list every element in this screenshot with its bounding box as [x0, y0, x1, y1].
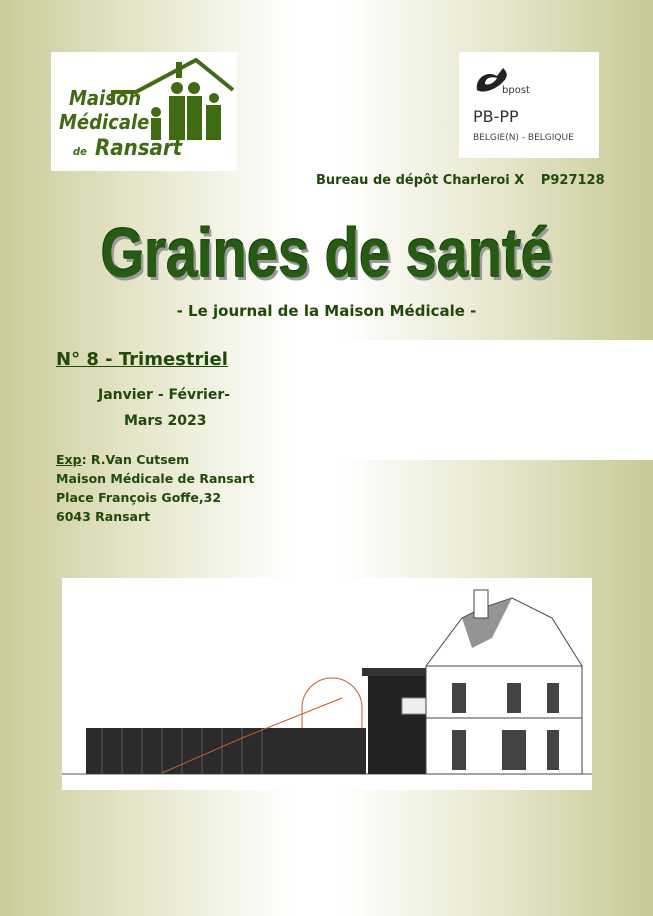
sender-street: Place François Goffe,32 — [56, 490, 222, 505]
blank-panel — [298, 340, 653, 460]
logo-line3-small: de — [73, 145, 87, 158]
logo-line1: Maison — [69, 86, 142, 110]
maison-medicale-logo — [51, 52, 237, 171]
sender-city: 6043 Ransart — [56, 509, 151, 524]
depot-label: Bureau de dépôt Charleroi X — [316, 173, 525, 188]
sender-block — [56, 450, 254, 526]
issue-number: N° 8 - Trimestriel — [56, 349, 228, 370]
logo-line2: Médicale — [59, 110, 150, 134]
building-elevation-drawing — [62, 578, 592, 790]
journal-title: Graines de santé — [100, 214, 553, 292]
postage-box — [459, 52, 599, 158]
sender-name: : R.Van Cutsem — [81, 452, 190, 467]
depot-line — [316, 173, 605, 189]
bpost-brand: bpost — [502, 85, 530, 96]
postage-country: BELGIE(N) - BELGIQUE — [473, 133, 574, 143]
postage-code: PB-PP — [473, 107, 519, 126]
journal-subtitle: - Le journal de la Maison Médicale - — [176, 302, 477, 320]
issue-period-line1: Janvier - Février- — [98, 387, 231, 403]
sender-label: Exp — [56, 452, 82, 467]
sender-org: Maison Médicale de Ransart — [56, 471, 255, 486]
logo-line3: Ransart — [95, 136, 183, 161]
issue-period-line2: Mars 2023 — [124, 413, 207, 429]
depot-number: P927128 — [540, 173, 605, 188]
